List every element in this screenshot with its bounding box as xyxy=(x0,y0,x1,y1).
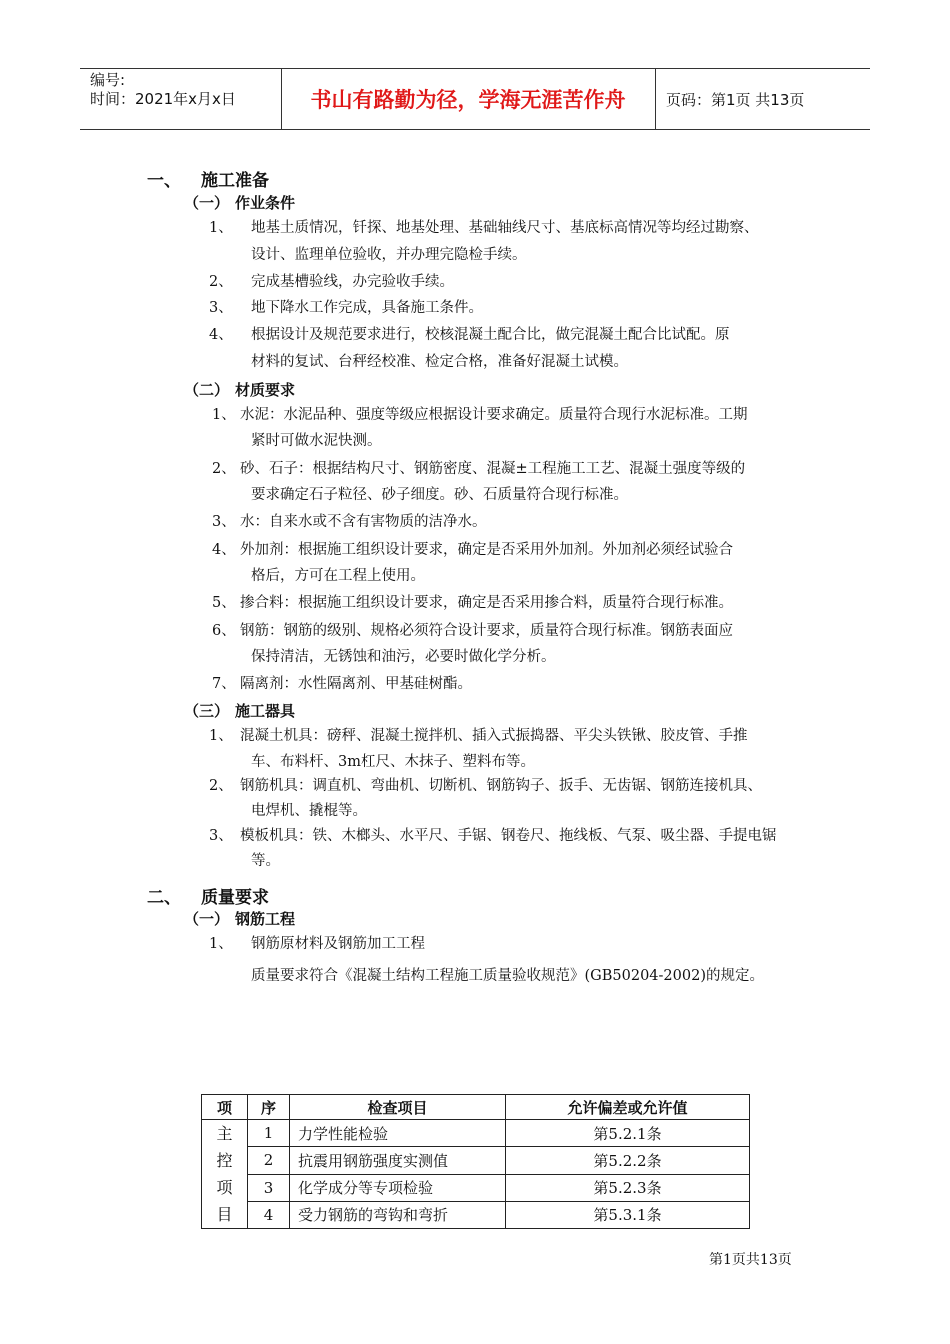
list-item-text: 根据设计及规范要求进行，校核混凝土配合比，做完混凝土配合比试配。原 xyxy=(251,327,730,343)
list-item-text: 水泥：水泥品种、强度等级应根据设计要求确定。质量符合现行水泥标准。工期 xyxy=(240,407,748,423)
list-item-number: 4、 xyxy=(209,327,233,343)
subsection-1c-title: 施工器具 xyxy=(235,702,296,720)
header-motto: 书山有路勤为径，学海无涯苦作舟 xyxy=(310,88,626,112)
table-header-cell: 项 xyxy=(202,1095,248,1120)
list-item-text: 钢筋机具：调直机、弯曲机、切断机、钢筋钩子、扳手、无齿锯、钢筋连接机具、 xyxy=(240,778,762,794)
subsection-1b-title: 材质要求 xyxy=(235,381,296,399)
value-cell: 第5.2.1条 xyxy=(506,1120,750,1147)
group-char: 主 xyxy=(216,1124,233,1143)
list-item-number: 2、 xyxy=(209,778,233,794)
header-divider xyxy=(655,69,656,129)
value-cell: 第5.3.1条 xyxy=(506,1201,750,1228)
list-item-text: 外加剂：根据施工组织设计要求，确定是否采用外加剂。外加剂必须经试验合 xyxy=(240,542,733,558)
table-header-row xyxy=(202,1095,750,1120)
list-item-text: 隔离剂：水性隔离剂、甲基硅树酯。 xyxy=(240,676,472,692)
header-page-info: 页码：第1页 共13页 xyxy=(666,90,805,109)
list-item-text: 材料的复试、台秤经校准、检定合格，准备好混凝土试模。 xyxy=(251,354,628,370)
group-char: 目 xyxy=(216,1205,233,1224)
group-char: 项 xyxy=(216,1178,233,1197)
page-footer: 第1页共13页 xyxy=(709,1252,792,1268)
list-item-text: 地基土质情况，钎探、地基处理、基础轴线尺寸、基底标高情况等均经过勘察、 xyxy=(251,220,759,236)
seq-cell: 4 xyxy=(248,1201,290,1228)
table-header-cell: 检查项目 xyxy=(290,1095,506,1120)
page-header xyxy=(80,68,870,130)
list-item-number: 1、 xyxy=(209,220,233,236)
list-item-number: 4、 xyxy=(212,542,236,558)
list-item-text: 砂、石子：根据结构尺寸、钢筋密度、混凝±工程施工工艺、混凝土强度等级的 xyxy=(240,461,746,477)
seq-cell: 2 xyxy=(248,1147,290,1174)
group-char: 控 xyxy=(216,1151,233,1170)
subsection-1b-number: （二） xyxy=(184,381,230,399)
quality-note: 质量要求符合《混凝土结构工程施工质量验收规范》(GB50204-2002)的规定。 xyxy=(251,968,764,984)
subsection-1c-number: （三） xyxy=(184,702,230,720)
list-item-number: 3、 xyxy=(212,514,236,530)
table-row xyxy=(202,1201,750,1228)
header-time-label: 时间：2021年x月x日 xyxy=(90,90,236,108)
item-cell: 抗震用钢筋强度实测值 xyxy=(290,1147,506,1174)
list-item-text: 地下降水工作完成，具备施工条件。 xyxy=(251,300,483,316)
table-row xyxy=(202,1120,750,1147)
value-cell: 第5.2.2条 xyxy=(506,1147,750,1174)
section-2-number: 二、 xyxy=(147,888,181,908)
list-item-text: 等。 xyxy=(251,853,280,869)
header-number-label: 编号: xyxy=(90,71,126,89)
header-meta xyxy=(90,71,236,109)
seq-cell: 1 xyxy=(248,1120,290,1147)
subsection-1a-number: （一） xyxy=(184,194,230,212)
list-item-number: 1、 xyxy=(212,407,236,423)
list-item-text: 电焊机、撬棍等。 xyxy=(251,803,367,819)
table-row xyxy=(202,1174,750,1201)
item-cell: 受力钢筋的弯钩和弯折 xyxy=(290,1201,506,1228)
list-item-number: 2、 xyxy=(212,461,236,477)
list-item-number: 5、 xyxy=(212,595,236,611)
section-1-number: 一、 xyxy=(147,171,181,191)
item-cell: 力学性能检验 xyxy=(290,1120,506,1147)
subsection-2a-number: （一） xyxy=(184,910,230,928)
section-2-title: 质量要求 xyxy=(201,888,269,908)
table-header-cell: 序 xyxy=(248,1095,290,1120)
list-item-text: 保持清洁，无锈蚀和油污，必要时做化学分析。 xyxy=(251,649,556,665)
list-item-text: 完成基槽验线，办完验收手续。 xyxy=(251,274,454,290)
list-item-text: 混凝土机具：磅秤、混凝土搅拌机、插入式振捣器、平尖头铁锹、胶皮管、手推 xyxy=(240,728,748,744)
list-item-number: 1、 xyxy=(209,936,233,952)
inspection-table xyxy=(201,1094,750,1229)
table-row xyxy=(202,1147,750,1174)
item-cell: 化学成分等专项检验 xyxy=(290,1174,506,1201)
list-item-text: 钢筋原材料及钢筋加工工程 xyxy=(251,936,425,952)
list-item-number: 6、 xyxy=(212,623,236,639)
table-header-cell: 允许偏差或允许值 xyxy=(506,1095,750,1120)
list-item-number: 2、 xyxy=(209,274,233,290)
seq-cell: 3 xyxy=(248,1174,290,1201)
list-item-text: 要求确定石子粒径、砂子细度。砂、石质量符合现行标准。 xyxy=(251,487,628,503)
value-cell: 第5.2.3条 xyxy=(506,1174,750,1201)
section-1-title: 施工准备 xyxy=(201,171,269,191)
list-item-text: 模板机具：铁、木榔头、水平尺、手锯、钢卷尺、拖线板、气泵、吸尘器、手提电锯 xyxy=(240,828,777,844)
list-item-text: 格后，方可在工程上使用。 xyxy=(251,568,425,584)
subsection-1a-title: 作业条件 xyxy=(235,194,296,212)
list-item-text: 设计、监理单位验收，并办理完隐检手续。 xyxy=(251,247,527,263)
main-control-group-cell xyxy=(202,1120,248,1229)
list-item-number: 7、 xyxy=(212,676,236,692)
list-item-text: 车、布料杆、3m杠尺、木抹子、塑料布等。 xyxy=(251,754,535,770)
list-item-number: 1、 xyxy=(209,728,233,744)
list-item-text: 水：自来水或不含有害物质的洁净水。 xyxy=(240,514,487,530)
list-item-number: 3、 xyxy=(209,300,233,316)
list-item-text: 紧时可做水泥快测。 xyxy=(251,433,382,449)
list-item-text: 掺合料：根据施工组织设计要求，确定是否采用掺合料，质量符合现行标准。 xyxy=(240,595,733,611)
list-item-text: 钢筋：钢筋的级别、规格必须符合设计要求，质量符合现行标准。钢筋表面应 xyxy=(240,623,733,639)
subsection-2a-title: 钢筋工程 xyxy=(235,910,296,928)
list-item-number: 3、 xyxy=(209,828,233,844)
